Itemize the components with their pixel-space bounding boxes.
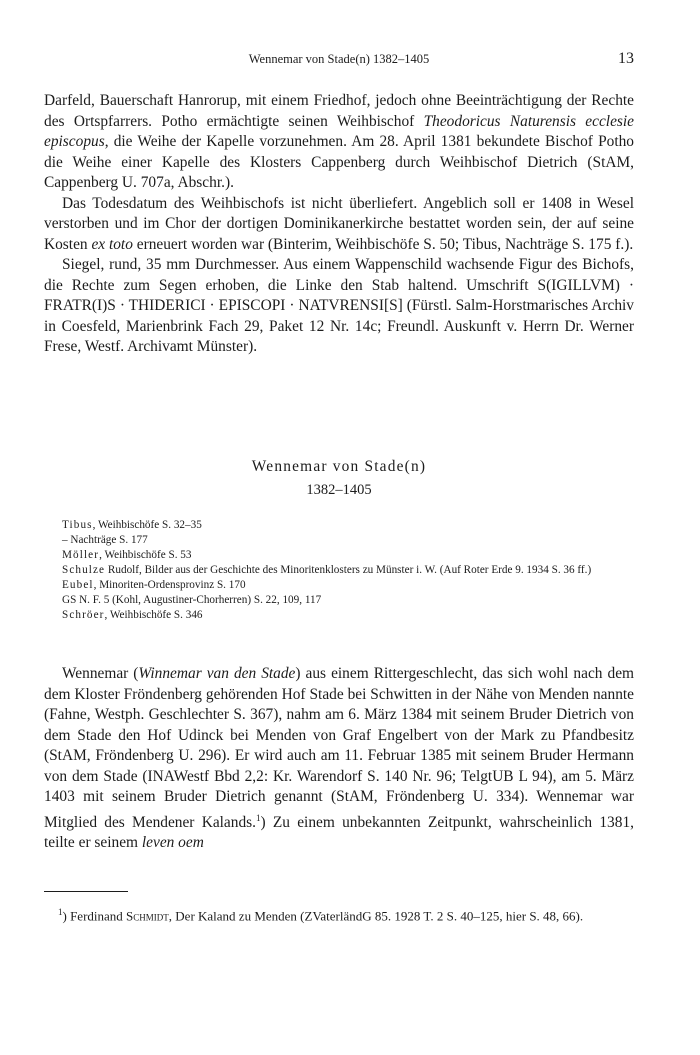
bibliography-entry bbox=[62, 578, 624, 593]
italic-phrase: leven oem bbox=[141, 834, 204, 852]
ref-author: Schulze bbox=[62, 564, 106, 576]
bibliography-entry bbox=[62, 518, 624, 533]
text-run: erneuert worden war (Binterim, Weihbischöfe S. 50; Tibus, Nachträge S. 175 f.). bbox=[132, 235, 634, 253]
text-run: Das Todesdatum des Weihbischofs ist nicht überliefert. Angeblich soll er 1408 in Wesel verstorben und im Chor der dortigen Dominikanerkirche bestattet worden sein, der auf seine Kosten bbox=[44, 194, 634, 253]
paragraph bbox=[44, 91, 634, 194]
ref-text: , Weihbischöfe S. 53 bbox=[99, 549, 192, 561]
footnote-marker: 1 bbox=[255, 812, 261, 823]
footnote-rule bbox=[44, 891, 128, 892]
ref-author: Tibus bbox=[62, 519, 93, 531]
ref-text: , Weihbischöfe S. 346 bbox=[104, 609, 203, 621]
text-run: Wennemar ( bbox=[62, 665, 139, 682]
text-run: ) Ferdinand bbox=[62, 908, 127, 924]
ref-text: , Weihbischöfe S. 32–35 bbox=[92, 519, 202, 531]
ref-author: Möller bbox=[62, 549, 100, 561]
bibliography-entry bbox=[62, 593, 624, 608]
italic-name: Winnemar van den Stade bbox=[138, 665, 296, 682]
footnote-number: 1 bbox=[58, 907, 63, 917]
bibliography-entry bbox=[62, 548, 624, 563]
italic-latin-phrase: Theodoricus Naturensis ecclesie episcopus bbox=[44, 112, 634, 150]
bibliography-list bbox=[62, 518, 624, 623]
footnote-author: Schmidt bbox=[126, 908, 169, 924]
section-title: Wennemar von Stade(n) bbox=[251, 458, 427, 475]
paragraph bbox=[44, 664, 634, 854]
biography-text bbox=[44, 664, 634, 854]
text-run: , die Weihe der Kapelle vorzunehmen. Am 28. April 1381 bekundete Bischof Potho die Weihe einer Kapelle des Klosters Cappenberg durch Weihbischof Dietrich (StAM, Cappenberg U. 707a, Abschr.). bbox=[44, 133, 634, 191]
bibliography-entry bbox=[62, 533, 624, 548]
text-run: Darfeld, Bauerschaft Hanrorup, mit einem Friedhof, jedoch ohne Beeinträchtigung der Rechte des Ortspfarrers. Potho ermächtigte seinen Weihbischof bbox=[44, 92, 634, 130]
bibliography-entry bbox=[62, 563, 624, 578]
text-run: , Der Kaland zu Menden (ZVaterländG 85. 1928 T. 2 S. 40–125, hier S. 48, 66). bbox=[168, 908, 584, 924]
bibliography-entry bbox=[62, 608, 624, 623]
ref-text: , Minoriten-Ordensprovinz S. 170 bbox=[93, 579, 246, 591]
footnote bbox=[44, 903, 634, 925]
ref-author: Eubel bbox=[62, 579, 94, 591]
ref-author: Schröer bbox=[62, 609, 105, 621]
running-title: Wennemar von Stade(n) 1382–1405 bbox=[248, 52, 430, 66]
paragraph bbox=[44, 194, 634, 256]
ref-text: Rudolf, Bilder aus der Geschichte des Minoritenklosters zu Münster i. W. (Auf Roter Erde 9. 1934 S. 36 ff.) bbox=[105, 564, 592, 576]
text-run: ) aus einem Rittergeschlecht, das sich wohl nach dem dem Kloster Fröndenberg gehörenden Hof Stade bei Schwitten in der Nähe von Menden nannte (Fahne, Westph. Geschlechter S. 367), nahm am 6. März 1384 mit seinem Bruder Dietrich von dem Stade den Hof Udinck bei Menden von Graf Engelbert von der Mark zu Pfandbesitz (StAM, Fröndenberg U. 296). Er wird auch am 11. Februar 1385 mit seinem Bruder Hermann von dem Stade (INAWestf Bbd 2,2: Kr. Warendorf S. 140 Nr. 96; TelgtUB L 94), am 5. März 1403 mit seinem Bruder Dietrich genannt (StAM, Fröndenberg U. 334). Wennemar war Mitglied des Mendener Kalands. bbox=[44, 665, 634, 831]
body-text-continued bbox=[44, 91, 634, 358]
section-dates: 1382–1405 bbox=[306, 482, 372, 498]
running-head bbox=[44, 50, 634, 70]
text-run: ) Zu einem unbekannten Zeitpunkt, wahrscheinlich 1381, teilte er seinem bbox=[44, 813, 634, 852]
paragraph: Siegel, rund, 35 mm Durchmesser. Aus einem Wappenschild wachsende Figur des Bichofs, die Rechte zum Segen erhoben, die Linke den Stab haltend. Umschrift S(IGILLVM) · FRATR(I)S · THIDERICI · EPISCOPI · NATVRENSI[S] (Fürstl. Salm-Horstmarisches Archiv in Coesfeld, Marienbrink Fach 29, Paket 12 Nr. 14c; Freundl. Auskunft v. Herrn Dr. Werner Frese, Westf. Archivamt Münster). bbox=[44, 256, 634, 355]
ref-text: GS N. F. 5 (Kohl, Augustiner-Chorherren) S. 22, 109, 117 bbox=[62, 594, 322, 606]
italic-latin-phrase: ex toto bbox=[91, 235, 133, 253]
ref-text: – Nachträge S. 177 bbox=[62, 534, 148, 546]
page-number: 13 bbox=[618, 50, 634, 67]
